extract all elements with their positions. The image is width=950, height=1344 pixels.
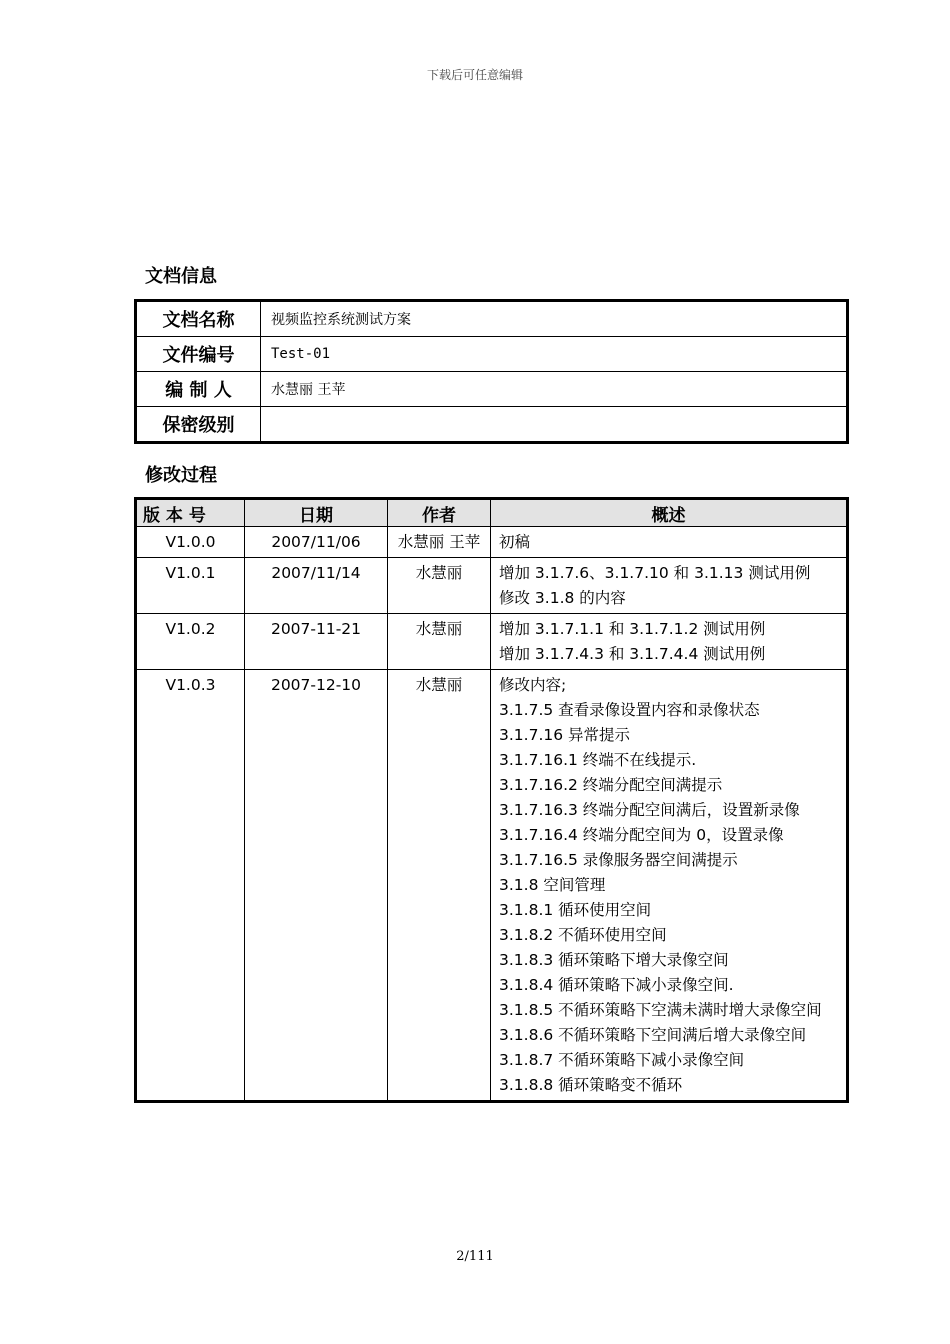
summary-line: 3.1.7.16.4 终端分配空间为 0，设置录像 <box>499 826 784 844</box>
file-number-value: Test-01 <box>261 337 848 372</box>
doc-info-title: 文档信息 <box>145 266 217 287</box>
summary-line: 3.1.8.6 不循环策略下空间满后增大录像空间 <box>499 1026 807 1044</box>
doc-name-value: 视频监控系统测试方案 <box>261 301 848 337</box>
table-row <box>136 614 848 670</box>
version-cell: V1.0.1 <box>136 558 245 614</box>
revision-body <box>136 527 848 1102</box>
summary-line: 3.1.8.4 循环策略下减小录像空间. <box>499 976 734 994</box>
date-cell: 2007/11/06 <box>245 527 388 558</box>
summary-cell <box>491 670 848 1102</box>
doc-name-label: 文档名称 <box>136 301 261 337</box>
version-cell: V1.0.0 <box>136 527 245 558</box>
revision-title: 修改过程 <box>145 465 217 486</box>
summary-line: 3.1.8.8 循环策略变不循环 <box>499 1076 683 1094</box>
table-row <box>136 670 848 1102</box>
summary-line: 3.1.7.16.1 终端不在线提示. <box>499 751 697 769</box>
summary-line: 3.1.8.7 不循环策略下减小录像空间 <box>499 1051 745 1069</box>
doc-info-row <box>136 337 848 372</box>
col-header-summary: 概述 <box>491 499 848 527</box>
summary-line: 3.1.7.16.5 录像服务器空间满提示 <box>499 851 738 869</box>
revision-table <box>134 497 849 1103</box>
version-cell: V1.0.3 <box>136 670 245 1102</box>
summary-line: 3.1.8 空间管理 <box>499 876 606 894</box>
page-number: 2/111 <box>456 1249 494 1264</box>
doc-info-row <box>136 301 848 337</box>
doc-info-row <box>136 407 848 443</box>
author-cell: 水慧丽 <box>388 614 491 670</box>
summary-line: 修改内容; <box>499 676 567 694</box>
col-header-version: 版 本 号 <box>136 499 245 527</box>
summary-line: 3.1.8.2 不循环使用空间 <box>499 926 667 944</box>
doc-info-table <box>134 299 849 444</box>
security-level-label: 保密级别 <box>136 407 261 443</box>
summary-line: 3.1.8.5 不循环策略下空满未满时增大录像空间 <box>499 1001 822 1019</box>
file-number-label: 文件编号 <box>136 337 261 372</box>
author-label: 编 制 人 <box>136 372 261 407</box>
summary-line: 增加 3.1.7.4.3 和 3.1.7.4.4 测试用例 <box>499 645 766 663</box>
summary-cell <box>491 527 848 558</box>
security-level-value <box>261 407 848 443</box>
page-header-note: 下载后可任意编辑 <box>426 68 523 82</box>
table-row <box>136 527 848 558</box>
summary-line: 初稿 <box>499 533 531 551</box>
author-value: 水慧丽 王苹 <box>261 372 848 407</box>
author-cell: 水慧丽 王苹 <box>388 527 491 558</box>
summary-line: 3.1.7.16 异常提示 <box>499 726 631 744</box>
date-cell: 2007-11-21 <box>245 614 388 670</box>
summary-line: 3.1.8.3 循环策略下增大录像空间 <box>499 951 729 969</box>
col-header-author: 作者 <box>388 499 491 527</box>
table-row <box>136 558 848 614</box>
author-cell: 水慧丽 <box>388 670 491 1102</box>
summary-line: 3.1.8.1 循环使用空间 <box>499 901 652 919</box>
revision-header-row <box>136 499 848 527</box>
summary-line: 3.1.7.5 查看录像设置内容和录像状态 <box>499 701 760 719</box>
summary-line: 增加 3.1.7.6、3.1.7.10 和 3.1.13 测试用例 <box>499 564 811 582</box>
summary-line: 3.1.7.16.2 终端分配空间满提示 <box>499 776 723 794</box>
date-cell: 2007-12-10 <box>245 670 388 1102</box>
author-cell: 水慧丽 <box>388 558 491 614</box>
summary-line: 修改 3.1.8 的内容 <box>499 589 626 607</box>
date-cell: 2007/11/14 <box>245 558 388 614</box>
version-cell: V1.0.2 <box>136 614 245 670</box>
doc-info-row <box>136 372 848 407</box>
summary-cell <box>491 614 848 670</box>
summary-cell <box>491 558 848 614</box>
col-header-date: 日期 <box>245 499 388 527</box>
summary-line: 增加 3.1.7.1.1 和 3.1.7.1.2 测试用例 <box>499 620 766 638</box>
summary-line: 3.1.7.16.3 终端分配空间满后，设置新录像 <box>499 801 800 819</box>
